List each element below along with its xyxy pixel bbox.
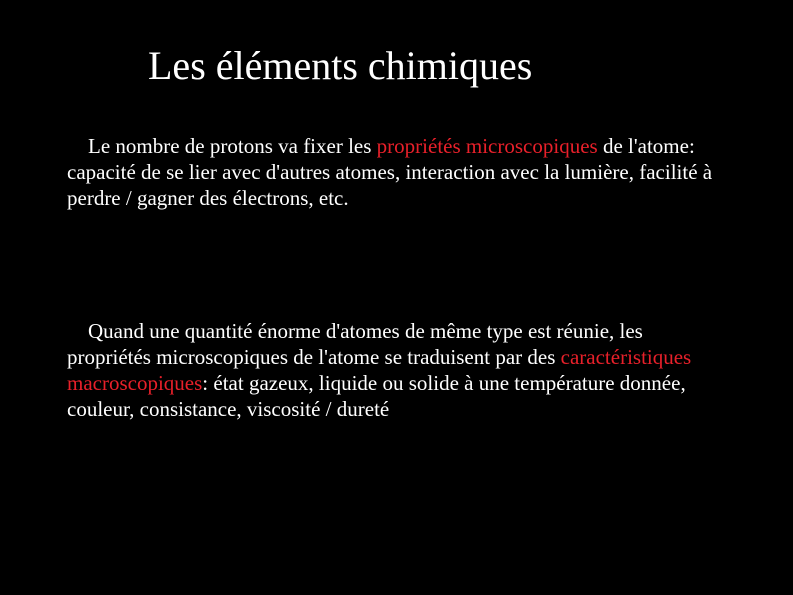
paragraph-protons-text-before: Le nombre de protons va fixer les <box>88 134 377 158</box>
paragraph-macroscopic-text-before: Quand une quantité énorme d'atomes de même type est réunie, les propriétés microscopiques de l'atome se traduisent par des <box>67 319 643 369</box>
paragraph-macroscopic <box>67 318 727 422</box>
paragraph-macroscopic-text-after: : état gazeux, liquide ou solide à une température donnée, couleur, consistance, viscosité / dureté <box>67 371 686 421</box>
paragraph-protons-text-after: de l'atome: capacité de se lier avec d'autres atomes, interaction avec la lumière, facilité à perdre / gagner des électrons, etc. <box>67 134 713 210</box>
highlight-microscopic-properties: propriétés microscopiques <box>376 134 598 158</box>
slide-title: Les éléments chimiques <box>148 43 533 88</box>
highlight-macroscopic-characteristics: caractéristiques macroscopiques <box>67 345 692 395</box>
paragraph-protons <box>67 133 727 211</box>
